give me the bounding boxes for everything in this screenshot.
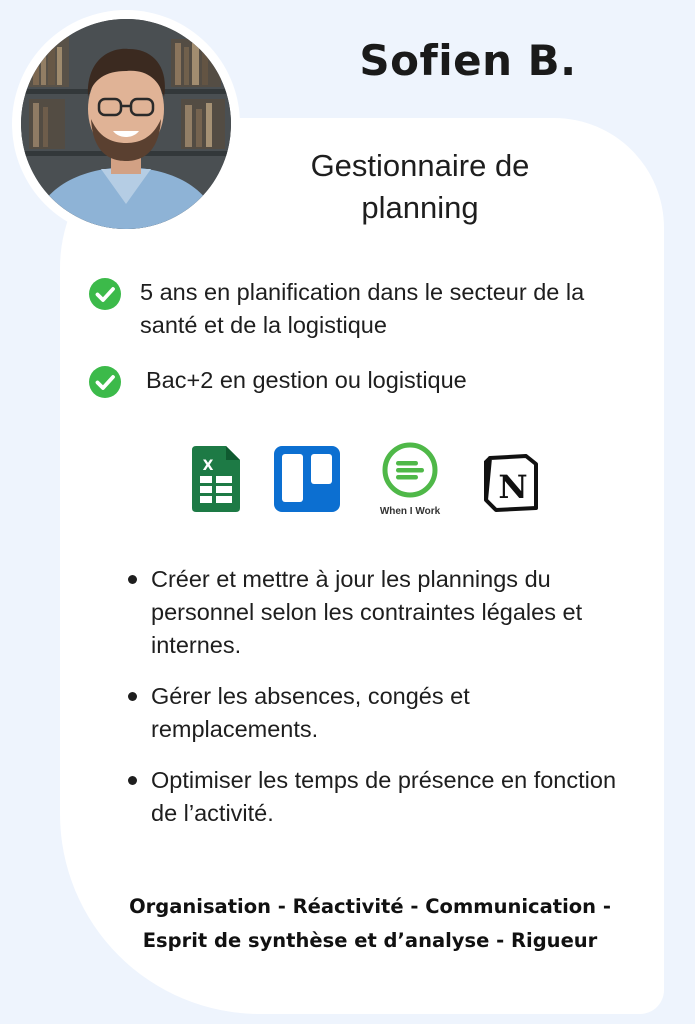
- list-item: [128, 563, 628, 662]
- highlights-list: [88, 276, 648, 421]
- highlight-text: 5 ans en planification dans le secteur de la santé et de la logistique: [140, 279, 585, 338]
- excel-letter: X: [202, 458, 214, 474]
- highlight-item: [88, 364, 648, 399]
- bullet-icon: [128, 575, 137, 584]
- profile-role: Gestionnaire de planning: [310, 148, 530, 225]
- skills-line: Organisation - Réactivité - Communication -: [129, 895, 611, 918]
- task-text: Gérer les absences, congés et remplacements.: [151, 683, 470, 742]
- tools-row: [190, 442, 550, 522]
- notion-icon: [482, 454, 540, 512]
- trello-icon: [274, 446, 340, 512]
- highlight-item: [88, 276, 648, 342]
- bullet-icon: [128, 776, 137, 785]
- list-item: [128, 680, 628, 746]
- bullet-icon: [128, 692, 137, 701]
- skills-line: Esprit de synthèse et d’analyse - Rigueur: [142, 929, 598, 952]
- avatar: [21, 19, 231, 229]
- tasks-list: [128, 563, 628, 848]
- excel-icon: [192, 446, 240, 512]
- task-text: Créer et mettre à jour les plannings du personnel selon les contraintes légales et internes.: [151, 566, 583, 658]
- wheniwork-icon: [372, 442, 448, 520]
- task-text: Optimiser les temps de présence en fonction de l’activité.: [151, 767, 617, 826]
- profile-name: Sofien B.: [359, 36, 577, 85]
- notion-letter: N: [498, 468, 528, 506]
- wheniwork-label: When I Work: [379, 506, 441, 517]
- check-circle-icon: [88, 277, 122, 311]
- list-item: [128, 764, 628, 830]
- highlight-text: Bac+2 en gestion ou logistique: [146, 367, 467, 393]
- avatar-frame: [12, 10, 240, 238]
- check-circle-icon: [88, 365, 122, 399]
- skills-summary: [100, 890, 640, 958]
